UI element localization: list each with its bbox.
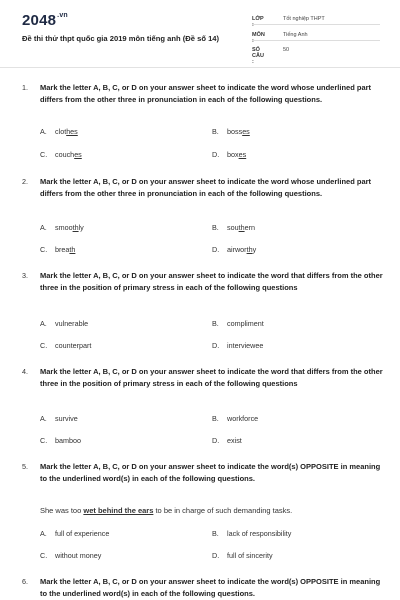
option-letter: C. bbox=[40, 341, 48, 350]
sentence-underlined-phrase: wet behind the ears bbox=[83, 506, 154, 515]
option-text: clot bbox=[55, 127, 67, 136]
option-underlined-part: es bbox=[74, 150, 82, 159]
option-a[interactable] bbox=[40, 319, 88, 328]
meta-underline bbox=[252, 40, 380, 41]
option-letter: C. bbox=[40, 150, 48, 159]
meta-value-socau: 50 bbox=[283, 47, 290, 53]
question-number: 3. bbox=[22, 271, 28, 280]
option-d[interactable] bbox=[212, 150, 246, 159]
option-text: couch bbox=[55, 150, 75, 159]
option-text: brea bbox=[55, 245, 70, 254]
option-letter: A. bbox=[40, 529, 47, 538]
option-c[interactable] bbox=[40, 436, 81, 445]
sentence-end: to be in charge of such demanding tasks. bbox=[153, 506, 293, 515]
exam-title: Đề thi thử thpt quốc gia 2019 môn tiếng anh (Đề số 14) bbox=[22, 34, 220, 43]
option-b[interactable] bbox=[212, 223, 255, 232]
page-header bbox=[0, 0, 400, 66]
option-d[interactable] bbox=[212, 341, 263, 350]
option-letter: A. bbox=[40, 127, 47, 136]
option-text: survive bbox=[55, 414, 78, 423]
option-underlined-part: th bbox=[72, 223, 79, 232]
option-underlined-part: es bbox=[238, 150, 247, 159]
option-letter: D. bbox=[212, 245, 220, 254]
option-c[interactable] bbox=[40, 150, 82, 159]
option-text-end: ern bbox=[244, 223, 255, 232]
meta-label-socau: SỐ CÂU : bbox=[252, 47, 264, 65]
option-letter: C. bbox=[40, 245, 48, 254]
meta-label-mon: MÔN : bbox=[252, 32, 265, 44]
option-c[interactable] bbox=[40, 551, 101, 560]
option-d[interactable] bbox=[212, 436, 242, 445]
option-letter: C. bbox=[40, 436, 48, 445]
option-d[interactable] bbox=[212, 551, 273, 560]
option-text: full of sincerity bbox=[227, 551, 273, 560]
question-number: 1. bbox=[22, 83, 28, 92]
option-text-end: ly bbox=[78, 223, 84, 232]
option-a[interactable] bbox=[40, 127, 78, 136]
option-b[interactable] bbox=[212, 127, 250, 136]
meta-underline bbox=[252, 24, 380, 25]
option-text: vulnerable bbox=[55, 319, 89, 328]
question-instruction: Mark the letter A, B, C, or D on your answer sheet to indicate the word whose underlined part differs from the other three in pronunciation in each of the following questions. bbox=[40, 177, 372, 198]
question-instruction: Mark the letter A, B, C, or D on your answer sheet to indicate the word(s) OPPOSITE in meaning to the underlined word(s) in each of the following questions. bbox=[40, 577, 381, 598]
option-underlined-part: th bbox=[69, 245, 76, 254]
option-letter: A. bbox=[40, 223, 47, 232]
option-text: sou bbox=[227, 223, 239, 232]
option-underlined-part: hes bbox=[66, 127, 78, 136]
option-text: smoo bbox=[55, 223, 73, 232]
option-letter: D. bbox=[212, 150, 220, 159]
question-number: 2. bbox=[22, 177, 28, 186]
meta-value-mon: Tiếng Anh bbox=[283, 32, 308, 38]
option-text-end: y bbox=[252, 245, 257, 254]
logo-domain: .vn bbox=[57, 12, 68, 19]
question-instruction: Mark the letter A, B, C, or D on your answer sheet to indicate the word(s) OPPOSITE in meaning to the underlined word(s) in each of the following questions. bbox=[40, 462, 381, 483]
option-letter: D. bbox=[212, 436, 220, 445]
question-instruction: Mark the letter A, B, C, or D on your answer sheet to indicate the word whose underlined part differs from the other three in pronunciation in each of the following questions. bbox=[40, 83, 372, 104]
option-text: compliment bbox=[227, 319, 264, 328]
question-instruction: Mark the letter A, B, C, or D on your answer sheet to indicate the word that differs from the other three in the position of primary stress in each of the following questions bbox=[40, 367, 383, 388]
option-c[interactable] bbox=[40, 245, 75, 254]
site-logo[interactable] bbox=[22, 12, 68, 29]
option-a[interactable] bbox=[40, 414, 78, 423]
option-text: workforce bbox=[227, 414, 259, 423]
option-text: exist bbox=[227, 436, 242, 445]
option-text: box bbox=[227, 150, 239, 159]
option-letter: B. bbox=[212, 414, 219, 423]
option-a[interactable] bbox=[40, 529, 109, 538]
question-number: 5. bbox=[22, 462, 28, 471]
option-d[interactable] bbox=[212, 245, 256, 254]
option-a[interactable] bbox=[40, 223, 84, 232]
option-text: airwor bbox=[227, 245, 247, 254]
option-letter: A. bbox=[40, 319, 47, 328]
option-letter: D. bbox=[212, 551, 220, 560]
option-letter: C. bbox=[40, 551, 48, 560]
option-b[interactable] bbox=[212, 529, 291, 538]
option-text: bamboo bbox=[55, 436, 81, 445]
meta-label-lop: LỚP : bbox=[252, 16, 264, 28]
logo-text: 2048 bbox=[22, 12, 57, 29]
header-divider bbox=[0, 67, 400, 68]
option-underlined-part: th bbox=[246, 245, 253, 254]
question-instruction: Mark the letter A, B, C, or D on your answer sheet to indicate the word that differs from the other three in the position of primary stress in each of the following questions bbox=[40, 271, 383, 292]
option-letter: B. bbox=[212, 529, 219, 538]
option-letter: A. bbox=[40, 414, 47, 423]
option-underlined-part: es bbox=[242, 127, 250, 136]
option-text: boss bbox=[227, 127, 243, 136]
question-number: 6. bbox=[22, 577, 28, 586]
option-letter: D. bbox=[212, 341, 220, 350]
option-letter: B. bbox=[212, 223, 219, 232]
option-text: without money bbox=[55, 551, 102, 560]
meta-value-lop: Tốt nghiệp THPT bbox=[283, 16, 325, 22]
option-text: full of experience bbox=[55, 529, 110, 538]
option-text: lack of responsibility bbox=[227, 529, 292, 538]
option-letter: B. bbox=[212, 319, 219, 328]
option-text: interviewee bbox=[227, 341, 264, 350]
option-c[interactable] bbox=[40, 341, 91, 350]
option-underlined-part: th bbox=[238, 223, 245, 232]
option-text: counterpart bbox=[55, 341, 92, 350]
option-letter: B. bbox=[212, 127, 219, 136]
question-number: 4. bbox=[22, 367, 28, 376]
question-sentence bbox=[40, 506, 292, 515]
option-b[interactable] bbox=[212, 319, 264, 328]
option-b[interactable] bbox=[212, 414, 258, 423]
sentence-start: She was too bbox=[40, 506, 84, 515]
